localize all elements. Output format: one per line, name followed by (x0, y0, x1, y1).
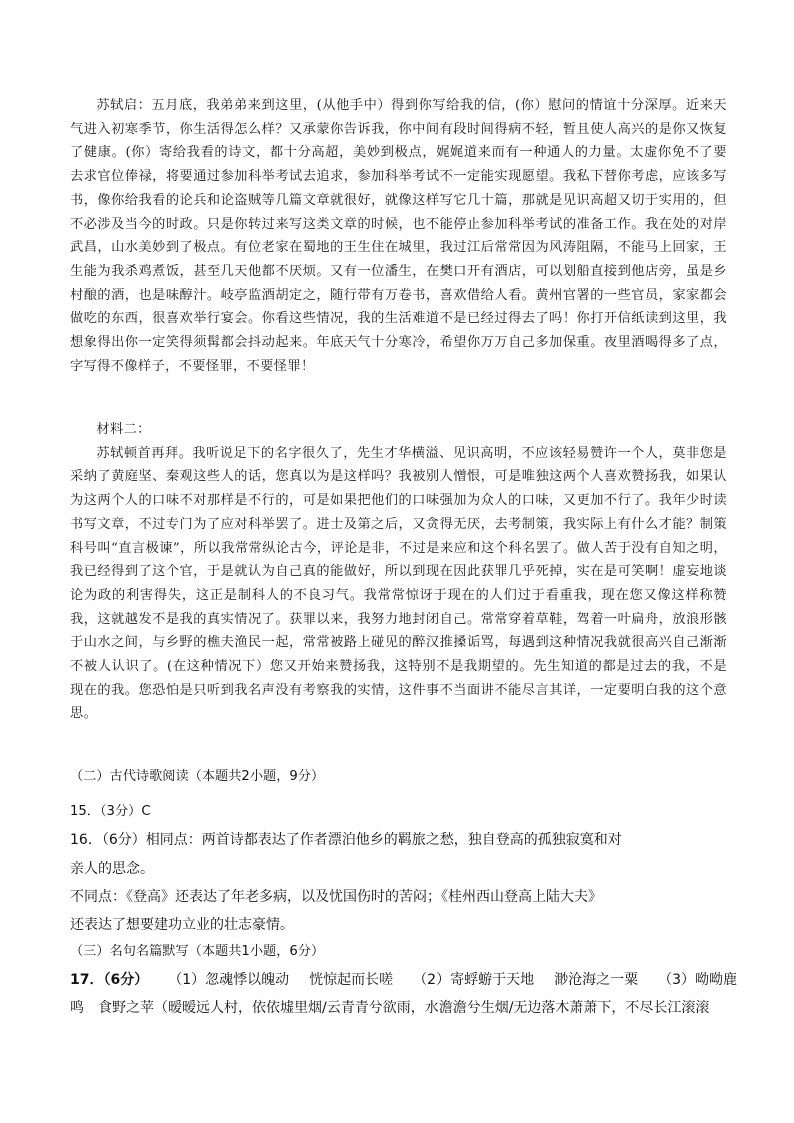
question-16-line-2: 亲人的思念。 (70, 861, 154, 877)
question-16-line-1: 16．（6分）相同点：两首诗都表达了作者漂泊他乡的羁旅之愁，独自登高的孤独寂寞和对 (70, 832, 622, 848)
section-two-heading: （二）古代诗歌阅读（本题共2小题，9分） (70, 769, 325, 784)
question-17-line-2: 鸣 食野之苹（暧暧远人村，依依墟里烟/云青青兮欲雨，水澹澹兮生烟/无边落木萧萧下，不尽长江滚滚 (70, 1000, 710, 1016)
material-two-block (70, 418, 727, 726)
question-17-score: （6分） (103, 972, 149, 988)
material-two-heading: 材料二： (96, 422, 151, 437)
question-16-line-4: 还表达了想要建功立业的壮志豪情。 (70, 917, 294, 933)
letter-one-translation (70, 94, 727, 378)
section-three-heading: （三）名句名篇默写（本题共1小题，6分） (70, 944, 325, 959)
question-15-answer: 15．（3分）C (70, 804, 151, 819)
letter-one-paragraph: 苏轼启：五月底，我弟弟来到这里，(从他手中）得到你写给我的信，(你）慰问的情谊十分深厚。近来天气进入初寒季节，你生活得怎么样？又承蒙你告诉我，你中间有段时间得病不轻，暂且使人高兴的是你又恢复了健康。(你）寄给我看的诗文，都十分高超，美妙到极点，娓娓道来而有一种通人的力量。太虚你免不了要去求官位俸禄，将要通过参加科举考试去追求，参加科举考试不一定能实现愿望。我私下替你考虑，应该多写书，像你给我看的论兵和论盗贼等几篇文章就很好，就像这样写它几十篇，那就是见识高超又切于实用的，但不必涉及当今的时政。只是你转过来写这类文章的时候，也不能停止参加科举考试的准备工作。我在处的对岸武昌，山水美妙到了极点。有位老家在蜀地的王生住在城里，我过江后常常因为风涛阻隔，不能马上回家，王生能为我杀鸡煮饭，甚至几天他都不厌烦。又有一位潘生，在樊口开有酒店，可以划船直接到他店旁，虽是乡村酿的酒，也是味醇汁。岐亭监酒胡定之，随行带有万卷书，喜欢借给人看。黄州官署的一些官员，家家都会做吃的东西，很喜欢举行宴会。你看这些情况，我的生活难道不是已经过得去了吗！你打开信纸读到这里，我想象得出你一定笑得须髯都会抖动起来。年底天气十分寒冷，希望你万万自己多加保重。夜里酒喝得多了点，字写得不像样子，不要怪罪，不要怪罪！ (70, 98, 727, 374)
question-17-answer-5: （3）呦呦鹿 (658, 972, 737, 988)
question-17-answer-1: （1）忽魂悸以魄动 (168, 972, 290, 988)
question-17-answer-4: 渺沧海之一粟 (554, 972, 639, 988)
question-17-answer-3: （2）寄蜉蝣于天地 (413, 972, 535, 988)
question-16-line-3: 不同点：《登高》还表达了年老多病，以及忧国伤时的苦闷；《桂州西山登高上陆大夫》 (70, 889, 602, 905)
question-17-answer-2: 恍惊起而长嗟 (309, 972, 394, 988)
question-17-label: 17． (70, 972, 104, 988)
material-two-paragraph: 苏轼顿首再拜。我听说足下的名字很久了，先生才华横溢、见识高明，不应该轻易赞许一个人，莫非您是采纳了黄庭坚、秦观这些人的话，您真以为是这样吗？我被别人憎恨，可是唯独这两个人喜欢赞扬我，如果认为这两个人的口味不对那样是不行的，可是如果把他们的口味强加为众人的口味，又更加不行了。我年少时读书写文章，不过专门为了应对科举罢了。进士及第之后，又贪得无厌，去考制策，我实际上有什么才能？制策科号叫“直言极谏”，所以我常常纵论古今，评论是非，不过是来应和这个科名罢了。做人苦于没有自知之明，我已经得到了这个官，于是就认为自己真的能做好，所以到现在因此获罪几乎死掉，实在是可笑啊！虚妄地谈论为政的利害得失，这正是制科人的不良习气。我常常惊讶于现在的人们过于看重我，现在您又像这样称赞我，这就越发不是我的真实情况了。获罪以来，我努力地封闭自己。常常穿着草鞋，驾着一叶扁舟，放浪形骸于山水之间，与乡野的樵夫渔民一起，常常被路上碰见的醉汉推搡诟骂，每遇到这种情况我就很高兴自己渐渐不被人认识了。(在这种情况下）您又开始来赞扬我，这特别不是我期望的。先生知道的都是过去的我，不是现在的我。您恐怕是只听到我名声没有考察我的实情，这件事不当面讲不能尽言其详，一定要明白我的这个意思。 (70, 445, 727, 722)
question-17-line-1 (70, 968, 737, 992)
